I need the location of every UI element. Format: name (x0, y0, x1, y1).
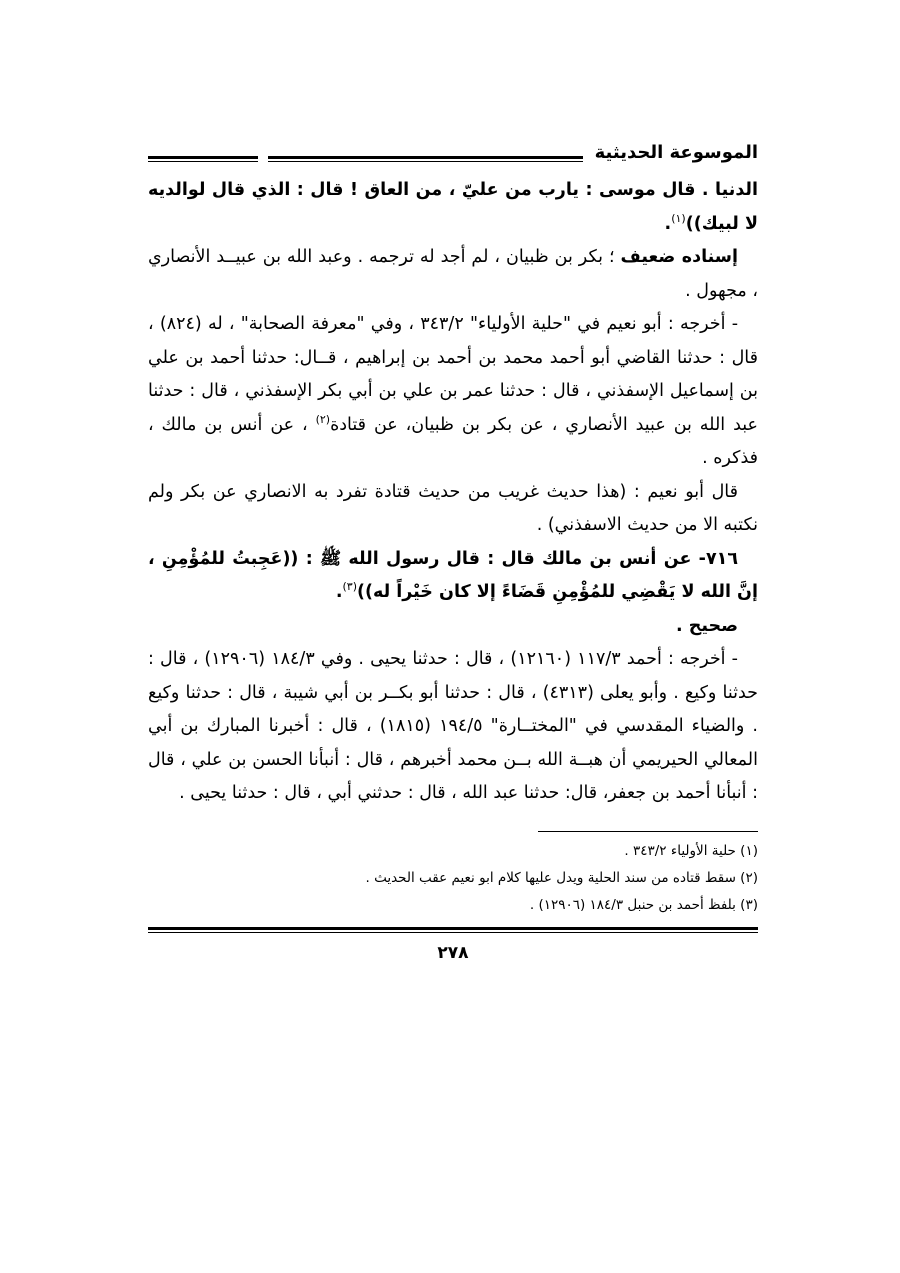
text-run: قال أبو نعيم : (هذا حديث غريب من حديث قتادة تفرد به الانصاري عن بكر ولم نكتبه الا من حديث الاسفذني) . (148, 481, 758, 535)
page-number: ٢٧٨ (437, 942, 469, 963)
footnote-ref: (٢) (315, 412, 331, 426)
text-run: - أخرجه : أحمد ١١٧/٣ (١٢١٦٠) ، قال : حدثنا يحيى . وفي ١٨٤/٣ (١٢٩٠٦) ، قال : حدثنا وكيع . وأبو يعلى (٤٣١٣) ، قال : حدثنا أبو بكــر بن أبي شيبة ، قال : حدثنا وكيع . والضياء المقدسي في "المختــارة" ١٩٤/٥ (١٨١٥) ، قال : أخبرنا المبارك بن أبي المعالي الحيريمي أن هبــة الله بــن محمد أخبرهم ، قال : أنبأنا الحسن بن علي ، قال : أنبأنا أحمد بن جعفر، قال: حدثنا عبد الله ، قال : حدثني أبي ، قال : حدثنا يحيى . (148, 649, 758, 803)
footnote: (٣) بلفظ أحمد بن حنبل ١٨٤/٣ (١٢٩٠٦) . (529, 896, 758, 913)
text-run: . (664, 213, 672, 234)
text-run: الدنيا . قال موسى : يارب من عليّ ، من العاق ! قال : الذي قال لوالديه لا لبيك)) (148, 180, 758, 234)
text-run: . (335, 582, 343, 602)
footnote: (١) حلية الأولياء ٣٤٣/٢ . (624, 842, 758, 859)
footer-rule (148, 927, 758, 933)
paragraph (148, 174, 758, 241)
header-rule-left (148, 156, 258, 162)
footnote-separator (538, 831, 758, 832)
main-text (148, 174, 758, 811)
footnote: (٢) سقط قتاده من سند الحلية ويدل عليها كلام ابو نعيم عقب الحديث . (365, 869, 758, 886)
footnote-ref: (١) (671, 211, 686, 225)
page (148, 140, 758, 963)
paragraph (148, 308, 758, 476)
text-run: ؛ بكر بن ظبيان ، لم أجد له ترجمه . وعبد الله بن عبيــد الأنصاري ، مجهول . (148, 247, 758, 301)
paragraph (148, 241, 758, 308)
text-run: - أخرجه : أبو نعيم في "حلية الأولياء" ٣٤٣/٢ ، وفي "معرفة الصحابة" ، له (٨٢٤) ، قال : حدثنا القاضي أبو أحمد محمد بن أحمد بن إبراهيم ، قــال: حدثنا أحمد بن علي بن إسماعيل الإسفذني ، قال : حدثنا عمر بن علي بن أبي بكر الإسفذني ، قال : حدثنا عبد الله بن عبيد الأنصاري ، عن بكر بن ظبيان، عن قتادة (148, 314, 758, 435)
footnote-ref: (٣) (342, 580, 357, 594)
paragraph (148, 610, 758, 644)
header-title: الموسوعة الحديثية (583, 142, 758, 163)
text-run: ٧١٦- عن أنس بن مالك قال : قال رسول الله ﷺ : ((عَجِبتُ للمُؤْمِنِ ، إنَّ الله لا يَقْضِي للمُؤْمِنِ قَضَاءً إلا كان خَيْراً له)) (148, 548, 758, 602)
text-run: ، عن أنس بن مالك ، فذكره . (148, 414, 758, 468)
paragraph (148, 643, 758, 811)
header-rule-right (268, 156, 586, 162)
paragraph (148, 476, 758, 543)
footnotes (148, 838, 758, 919)
running-header (148, 140, 758, 174)
text-run: صحيح . (675, 615, 738, 636)
text-run: إسناده ضعيف (620, 247, 738, 267)
paragraph (148, 543, 758, 610)
